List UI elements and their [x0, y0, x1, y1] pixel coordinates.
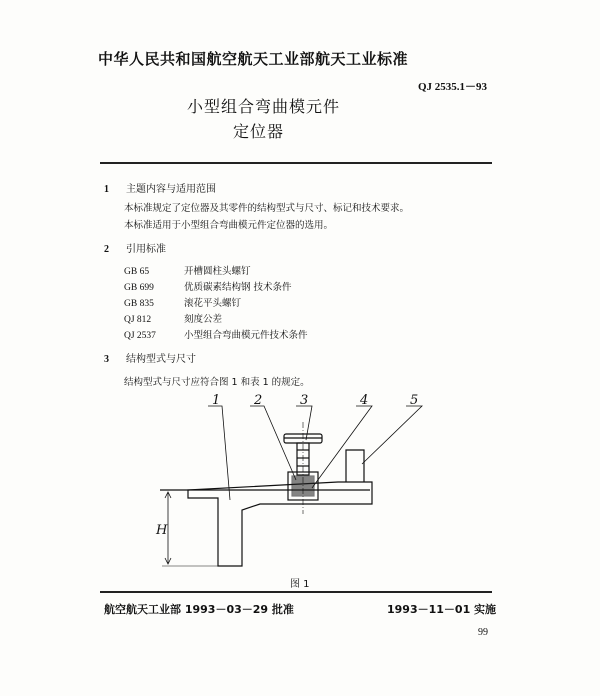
issuing-authority: 中华人民共和国航空航天工业部航天工业标准	[98, 50, 409, 68]
reference-item	[124, 263, 251, 277]
reference-title: 开槽圆柱头螺钉	[184, 266, 251, 277]
locator-assembly-drawing	[150, 392, 450, 572]
leader-line-5	[362, 406, 422, 464]
page-number: 99	[478, 627, 488, 638]
reference-item	[124, 311, 222, 325]
footer-divider	[100, 591, 492, 593]
part-1-body	[188, 482, 372, 566]
reference-item	[124, 295, 241, 309]
document-title: 小型组合弯曲模元件	[187, 97, 341, 116]
reference-code: GB 65	[124, 267, 150, 277]
approval-note: 航空航天工业部 1993－03－29 批准	[104, 603, 294, 616]
section-1-paragraph: 本标准规定了定位器及其零件的结构型式与尺寸、标记和技术要求。	[124, 203, 410, 214]
dimension-label-h: H	[156, 523, 168, 538]
section-1-paragraph: 本标准适用于小型组合弯曲模元件定位器的选用。	[124, 220, 334, 231]
callout-2: 2	[254, 393, 263, 408]
section-3-heading	[104, 350, 196, 365]
leader-line-1	[208, 406, 230, 500]
callout-4: 4	[360, 393, 369, 408]
callout-1: 1	[212, 393, 221, 408]
standard-number: QJ 2535.1－93	[418, 81, 488, 93]
reference-item	[124, 279, 292, 293]
leader-line-3	[296, 406, 312, 440]
section-title: 结构型式与尺寸	[126, 354, 196, 365]
reference-code: QJ 812	[124, 315, 152, 325]
implementation-date: 1993－11－01 实施	[387, 603, 497, 616]
reference-title: 刻度公差	[184, 314, 223, 325]
reference-code: QJ 2537	[124, 331, 156, 341]
reference-code: GB 835	[124, 299, 154, 309]
reference-title: 小型组合弯曲模元件技术条件	[184, 330, 308, 341]
section-number: 1	[104, 184, 109, 195]
section-number: 2	[104, 244, 109, 255]
section-title: 引用标准	[126, 244, 166, 255]
reference-title: 滚花平头螺钉	[184, 298, 242, 309]
callout-3: 3	[300, 393, 309, 408]
callout-5: 5	[410, 393, 419, 408]
section-3-paragraph: 结构型式与尺寸应符合图 1 和表 1 的规定。	[124, 377, 310, 388]
header-divider	[100, 162, 492, 164]
section-2-heading	[104, 240, 166, 255]
reference-title: 优质碳素结构钢 技术条件	[184, 282, 292, 293]
reference-item	[124, 327, 308, 341]
document-subtitle: 定位器	[233, 122, 285, 141]
section-1-heading	[104, 180, 216, 195]
section-title: 主题内容与适用范围	[126, 184, 216, 195]
leader-line-4	[312, 406, 372, 488]
figure-caption: 图 1	[290, 579, 310, 590]
section-number: 3	[104, 354, 109, 365]
reference-code: GB 699	[124, 283, 154, 293]
part-5-stop	[346, 450, 364, 482]
